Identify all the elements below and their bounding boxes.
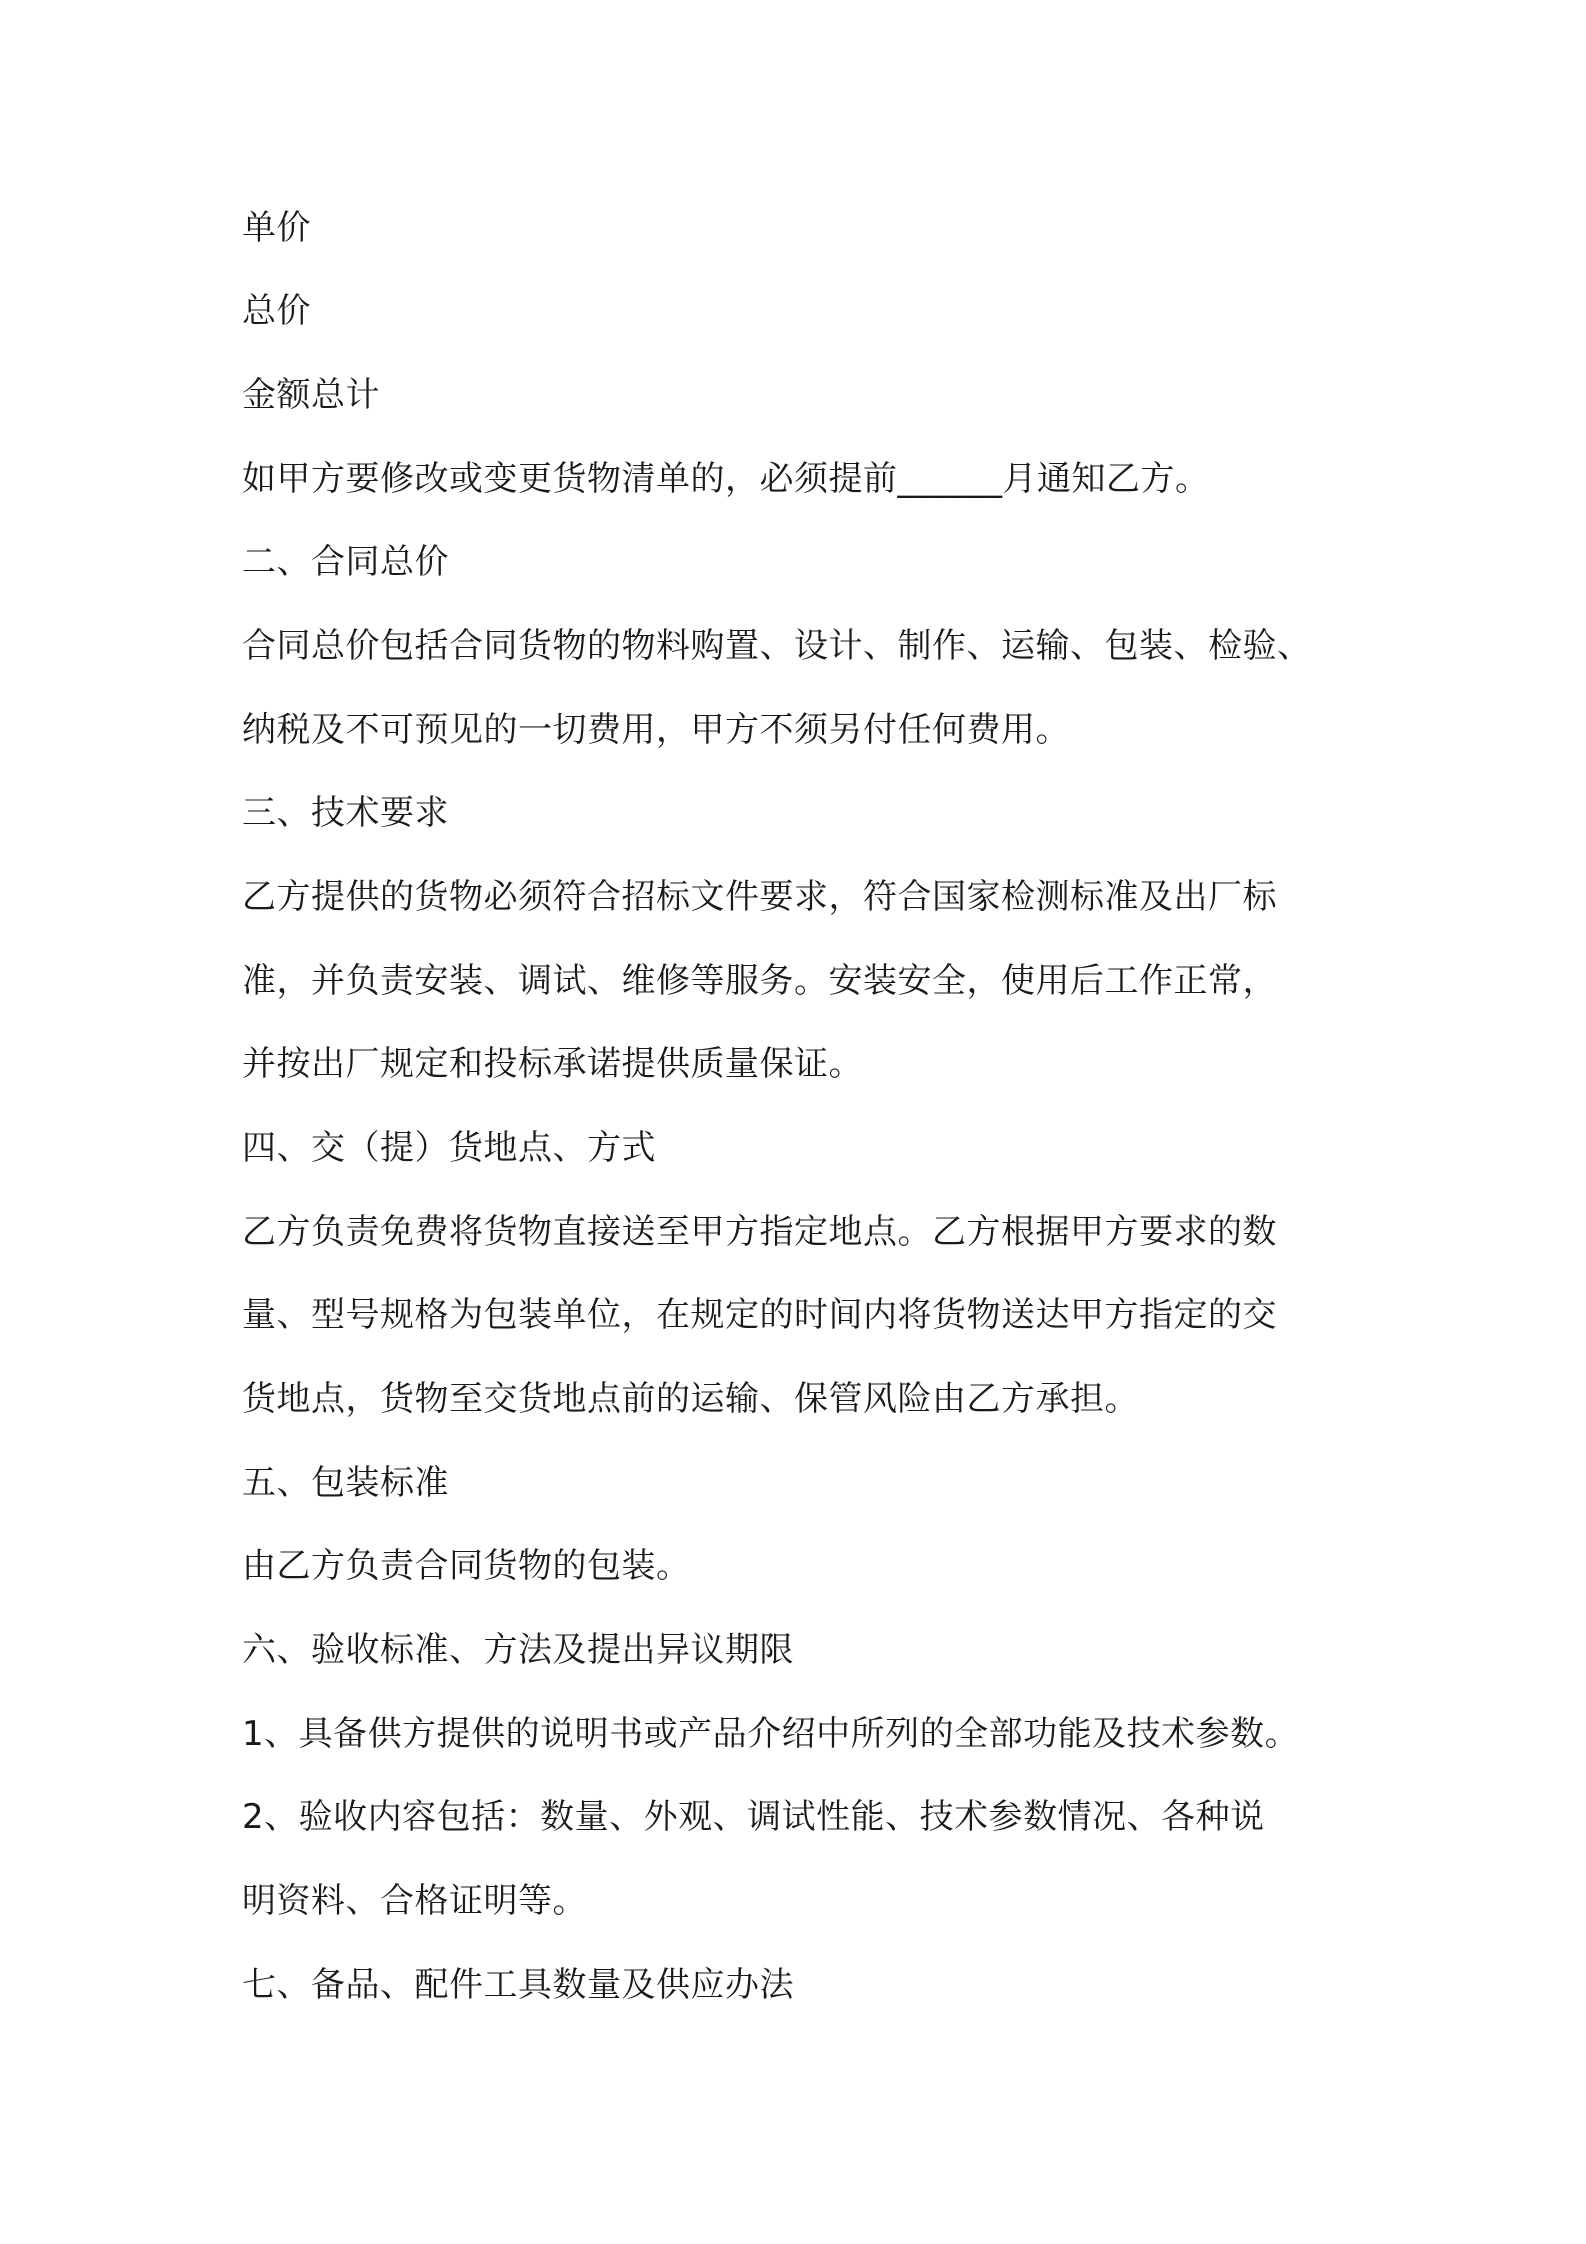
paragraph-line: 货地点，货物至交货地点前的运输、保管风险由乙方承担。 <box>242 1379 1139 1419</box>
text-line-change-notice: 如甲方要修改或变更货物清单的，必须提前______月通知乙方。 <box>242 459 1210 499</box>
paragraph-line: 合同总价包括合同货物的物料购置、设计、制作、运输、包装、检验、 <box>242 626 1312 666</box>
section-heading-2: 二、合同总价 <box>242 542 449 582</box>
paragraph-line: 由乙方负责合同货物的包装。 <box>242 1546 691 1586</box>
section-heading-7: 七、备品、配件工具数量及供应办法 <box>242 1965 794 2005</box>
list-item-2: 2、验收内容包括：数量、外观、调试性能、技术参数情况、各种说 <box>242 1797 1265 1837</box>
list-item-2-continued: 明资料、合格证明等。 <box>242 1881 587 1921</box>
text-line-amount-total: 金额总计 <box>242 375 380 415</box>
section-heading-6: 六、验收标准、方法及提出异议期限 <box>242 1630 794 1670</box>
section-heading-3: 三、技术要求 <box>242 793 449 833</box>
text-line-unit-price: 单价 <box>242 208 311 248</box>
paragraph-line: 纳税及不可预见的一切费用，甲方不须另付任何费用。 <box>242 710 1070 750</box>
paragraph-line: 量、型号规格为包装单位，在规定的时间内将货物送达甲方指定的交 <box>242 1295 1277 1335</box>
paragraph-line: 乙方负责免费将货物直接送至甲方指定地点。乙方根据甲方要求的数 <box>242 1212 1277 1252</box>
paragraph-line: 准，并负责安装、调试、维修等服务。安装安全，使用后工作正常， <box>242 961 1277 1001</box>
paragraph-line: 并按出厂规定和投标承诺提供质量保证。 <box>242 1044 863 1084</box>
section-heading-5: 五、包装标准 <box>242 1463 449 1503</box>
list-item-1: 1、具备供方提供的说明书或产品介绍中所列的全部功能及技术参数。 <box>242 1714 1300 1754</box>
section-heading-4: 四、交（提）货地点、方式 <box>242 1128 656 1168</box>
text-line-total-price: 总价 <box>242 291 311 331</box>
paragraph-line: 乙方提供的货物必须符合招标文件要求，符合国家检测标准及出厂标 <box>242 877 1277 917</box>
